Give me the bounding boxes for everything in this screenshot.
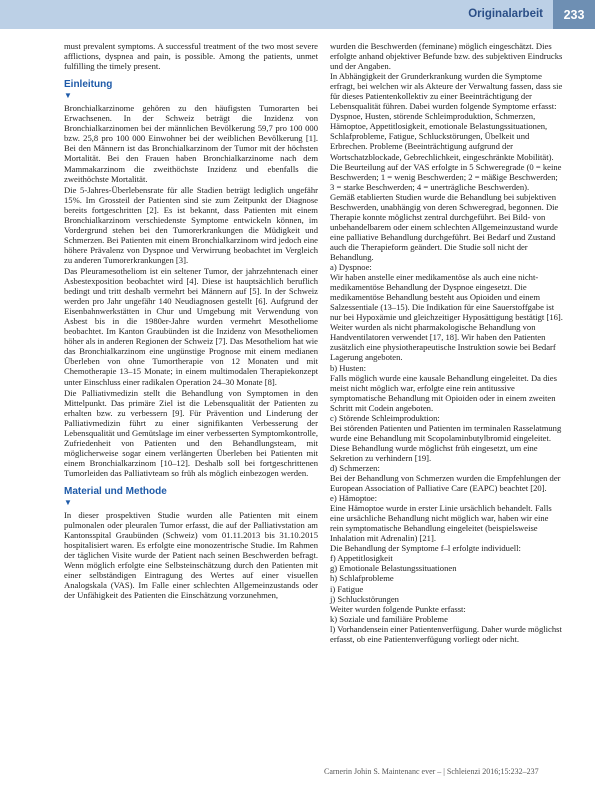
text-line: e) Hämoptoe: xyxy=(330,493,378,504)
text-line: f) Appetitlosigkeit xyxy=(330,553,393,564)
page-number: 233 xyxy=(553,0,595,29)
section-body-einleitung xyxy=(64,103,318,478)
text-line: l) Vorhandensein einer Patientenverfügung. Daher wurde möglichst erfasst, ob eine Patientenverfügung vorliegt oder nicht. xyxy=(330,623,562,644)
text-line: h) Schlafprobleme xyxy=(330,573,394,584)
text-line: Gemäß etablierten Studien wurde die Behandlung bei subjektiven Beschwerden, unabhängig von deren Schweregrad, begonnen. Die Therapie konnte möglichst zentral durchgeführt. Bei Bild- von unbehandelbarem oder einem schlechten Allgemeinzustand wurde eine palliative Behandlung durchgeführt. Bei Bedarf und Zustand auch die Therapieform geändert. Die Studie soll nicht der Behandlung. xyxy=(330,191,559,262)
paragraph: In dieser prospektiven Studie wurden alle Patienten mit einem pulmonalen oder pleuralen Tumor erfasst, die auf der Palliativstation am Kantonsspital Graubünden (Schweiz) vom 01.11.2013 bis 31.10.2015 hospitalisiert waren. Es erfolgte eine monozentrische Studie. Im Rahmen der täglichen Visite wurde der Patient nach seinen Beschwerden befragt. Wenn möglich erfolgte eine Selbsteinschätzung durch den Patienten mit einer selbständigen Eintragung des Wertes auf einer visuellen Analogskala (VAS). Im Falle einer schlechten Allgemeinzustands oder der Unfähigkeit des Patienten die Einschätzung vorzunehmen, xyxy=(64,510,318,601)
section-title-material-methode: Material und Methode xyxy=(64,485,167,497)
text-line: Bei störenden Patienten und Patienten im terminalen Rasselatmung wurde eine Behandlung mit Scopolaminbutylbromid eingeleitet. Diese Behandlung wurde möglichst früh eingesetzt, um eine Sekretion zu verhindern [19]. xyxy=(330,422,562,463)
text-line: d) Schmerzen: xyxy=(330,462,380,473)
section-body-material-methode xyxy=(64,510,318,600)
text-line: Eine Hämoptoe wurde in erster Linie ursächlich behandelt. Falls eine ursächliche Behandlung nicht möglich war, haben wir eine rein symptomatische Behandlung eingeleitet (beispielsweise Inhalation mit Adrenalin) [21]. xyxy=(330,503,552,544)
paragraph: Die 5-Jahres-Überlebensrate für alle Stadien beträgt lediglich ungefähr 15%. Im Grossteil der Patienten sind sie zum Zeitpunkt der Diagnose bereits fortgeschritten [2]. Es ist bekannt, dass Patienten mit einem Bronchialkarzinom verschiedenste Symptome entwickeln können, im Vordergrund stehen bei den Tumorerkrankungen die Müdigkeit und Schmerzen. Bei Patienten mit einem Bronchialkarzinom wird jedoch eine höhere Prävalenz von Dyspnoe und Verwirrung beobachtet im Vergleich zu anderen Tumorerkrankungen [3]. xyxy=(64,184,318,265)
right-column xyxy=(330,41,563,644)
text-line: k) Soziale und familiäre Probleme xyxy=(330,613,448,624)
paragraph: Das Pleuramesotheliom ist ein seltener Tumor, der jahrzehntenach einer Asbestexposition beobachtet wird [4]. Diese ist hauptsächlich beruflich bedingt und tritt deshalb vermehrt bei Männern auf [5]. In der Schweiz werden pro Jahr ungefähr 140 Neudiagnosen gestellt [6]. Aufgrund der Eisenbahnwerkstätten in Chur und Umgebung mit Verwendung von Asbest bis in die 1980er-Jahre wurden vermehrt Mesotheliome beobachtet. Im Kanton Graubünden ist die Inzidenz von Mesotheliomen höher als in anderen Regionen der Schweiz [7]. Das Mesotheliom hat wie das Bronchialkarzinom eine ungünstige Prognose mit einem medianen Überleben von ohne Tumortherapie von 12 Monaten und mit Chemotherapie 13–15 Monate; in einem multimodalen Therapiekonzept unter Einschluss einer radikalen Operation 24–30 Monate [8]. xyxy=(64,265,318,387)
abstract-tail: must prevalent symptoms. A successful treatment of the two most severe afflictions, dyspnea and pain, is possible. Among the patients, unmet fulfilling the timely present. xyxy=(64,41,318,72)
arrow-down-icon: ▼ xyxy=(64,91,72,101)
header-band xyxy=(0,0,595,29)
arrow-down-icon: ▼ xyxy=(64,498,72,508)
text-line: i) Fatigue xyxy=(330,583,364,594)
text-line: In Abhängigkeit der Grunderkrankung wurden die Symptome erfragt, bei welchen wir als Akteure der Verwaltung fassen, dass sie für dieses Patientenkollektiv zu einer Beeinträchtigung der Lebensqualität führen. Dabei wurden folgende Symptome erfasst: Dyspnoe, Husten, störende Schleimproduktion, Schmerzen, Hämoptoe, Appetitlosigkeit, emotionale Belastungssituationen, Schlafprobleme, Fatigue, Schluckstörungen, Übelkeit und Erbrechen. Probleme (Beeinträchtigung aufgrund der Wortschatzblockade, Gebrechlichkeit, eingeschränkte Mobilität). Die Beurteilung auf der VAS erfolgte in 5 Schweregrade (0 = keine Beschwerden; 1 = wenig Beschwerden; 2 = mäßige Beschwerden; 3 = starke Beschwerden; 4 = unerträgliche Beschwerden). xyxy=(330,71,563,192)
text-line: g) Emotionale Belastungssituationen xyxy=(330,563,457,574)
text-line: c) Störende Schleimproduktion: xyxy=(330,412,440,423)
page-footer: Carnerin Johin S. Maintenanc ever – | Schleienzi 2016;15:232–237 xyxy=(324,767,539,776)
section-title-einleitung: Einleitung xyxy=(64,79,113,91)
text-line: Wir haben anstelle einer medikamentöse als auch eine nicht-medikamentöse Behandlung der Dyspnoe eingesetzt. Die medikamentöse Behandlung besteht aus Opioiden und einem Salzessentiale (13–15). Die Indikation für eine Sauerstoffgabe ist nur bei Hypoxämie und gleichzeitiger Hyposättigung bestätigt [16]. Weiter wurden als nicht pharmakologische Behandlung von Handventilatoren verwendet [17, 18]. Wir haben den Patienten zusätzlich eine physiotherapeutische Instruktion sowie bei Bedarf Lagerung angeboten. xyxy=(330,272,563,363)
text-line: wurden die Beschwerden (feminane) möglich eingeschätzt. Dies erfolgte anhand objektiver Befunde bzw. des subjektiven Eindrucks und der Angaben. xyxy=(330,41,563,72)
text-line: j) Schluckstörungen xyxy=(330,593,399,604)
left-column xyxy=(64,41,318,600)
text-line: b) Husten: xyxy=(330,362,367,373)
text-line: Weiter wurden folgende Punkte erfasst: xyxy=(330,603,466,614)
text-line: a) Dyspnoe: xyxy=(330,262,372,273)
text-line: Die Behandlung der Symptome f–l erfolgte individuell: xyxy=(330,543,521,554)
text-line: Falls möglich wurde eine kausale Behandlung eingeleitet. Da dies meist nicht möglich war, erfolgte eine rein antitussive symptomatische Behandlung mit Opioiden oder in einem zweiten Schritt mit Codein angeboten. xyxy=(330,372,557,413)
paragraph: Die Palliativmedizin stellt die Behandlung von Symptomen in den Mittelpunkt. Das primäre Ziel ist die Lebensqualität der Patienten zu erhalten bzw. zu verbessern [9]. Für Prävention und Linderung der Palliativmedizin führt zu einer signifikanten Verbesserung der Lebensqualität und Gemütslage im einer verbesserten Symptomkontrolle, Zufriedenheit von Patienten und den Behandlungsteam, mit möglicherweise sogar einem verlängerten Überleben bei Patienten mit einem Bronchialkarzinom [10–12]. Deshalb soll bei fortgeschrittenen Tumorleiden das Palliativteam so früh als möglich einbezogen werden. xyxy=(64,387,318,478)
paragraph: Bronchialkarzinome gehören zu den häufigsten Tumorarten bei Erwachsenen. In der Schweiz beträgt die Inzidenz von Bronchialkarzinomen bei der männlichen Bevölkerung 59,7 pro 100 000 bzw. 25,8 pro 100 000 Einwohner bei der weiblichen Bevölkerung [1]. Bei den Männern ist das Bronchialkarzinom der Tumor mit der höchsten Mortalität. Bei den Frauen haben Bronchialkarzinome nach dem Mammakarzinom die zweithöchste Inzidenz und ebenfalls die zweithöchste Mortalität. xyxy=(64,103,318,184)
journal-section-title: Originalarbeit xyxy=(468,8,543,20)
text-line: Bei der Behandlung von Schmerzen wurden die Empfehlungen der European Association of Palliative Care (EAPC) beachtet [20]. xyxy=(330,473,561,494)
